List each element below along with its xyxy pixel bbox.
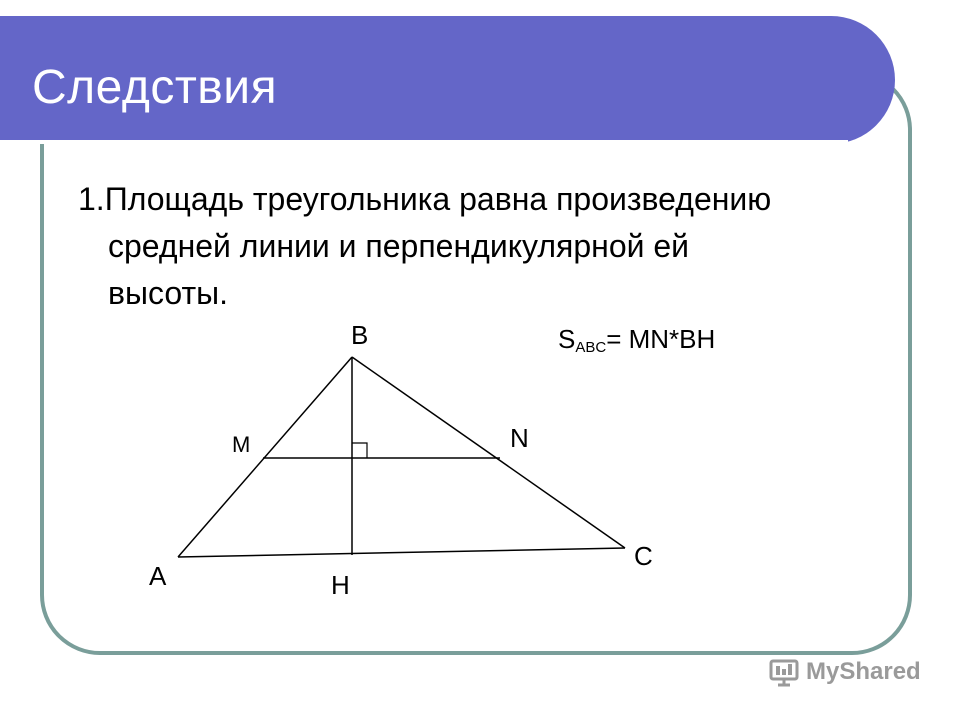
vertex-label-n: N: [510, 423, 529, 453]
text-line-3: высоты.: [108, 275, 228, 311]
vertex-label-c: C: [634, 541, 653, 571]
vertex-label-a: A: [149, 561, 167, 591]
formula-rhs: = MN*BH: [606, 324, 716, 354]
side-ab: [178, 357, 352, 557]
watermark: [768, 656, 921, 688]
vertex-label-m: M: [232, 432, 251, 457]
slide-title: Следствия: [32, 61, 278, 114]
vertex-label-h: H: [331, 570, 350, 600]
watermark-text: MyShared: [806, 658, 921, 685]
area-formula: [558, 324, 715, 356]
text-line-2: средней линии и перпендикулярной ей: [108, 228, 690, 264]
side-ac: [178, 548, 625, 557]
side-bc: [352, 357, 625, 548]
formula-subscript: ABC: [575, 339, 607, 356]
right-angle-mark: [352, 443, 367, 458]
text-line-1: 1.Площадь треугольника равна произведению: [78, 181, 772, 217]
presentation-icon: [768, 656, 800, 688]
formula-symbol: S: [558, 324, 576, 354]
vertex-label-b: B: [351, 320, 369, 350]
